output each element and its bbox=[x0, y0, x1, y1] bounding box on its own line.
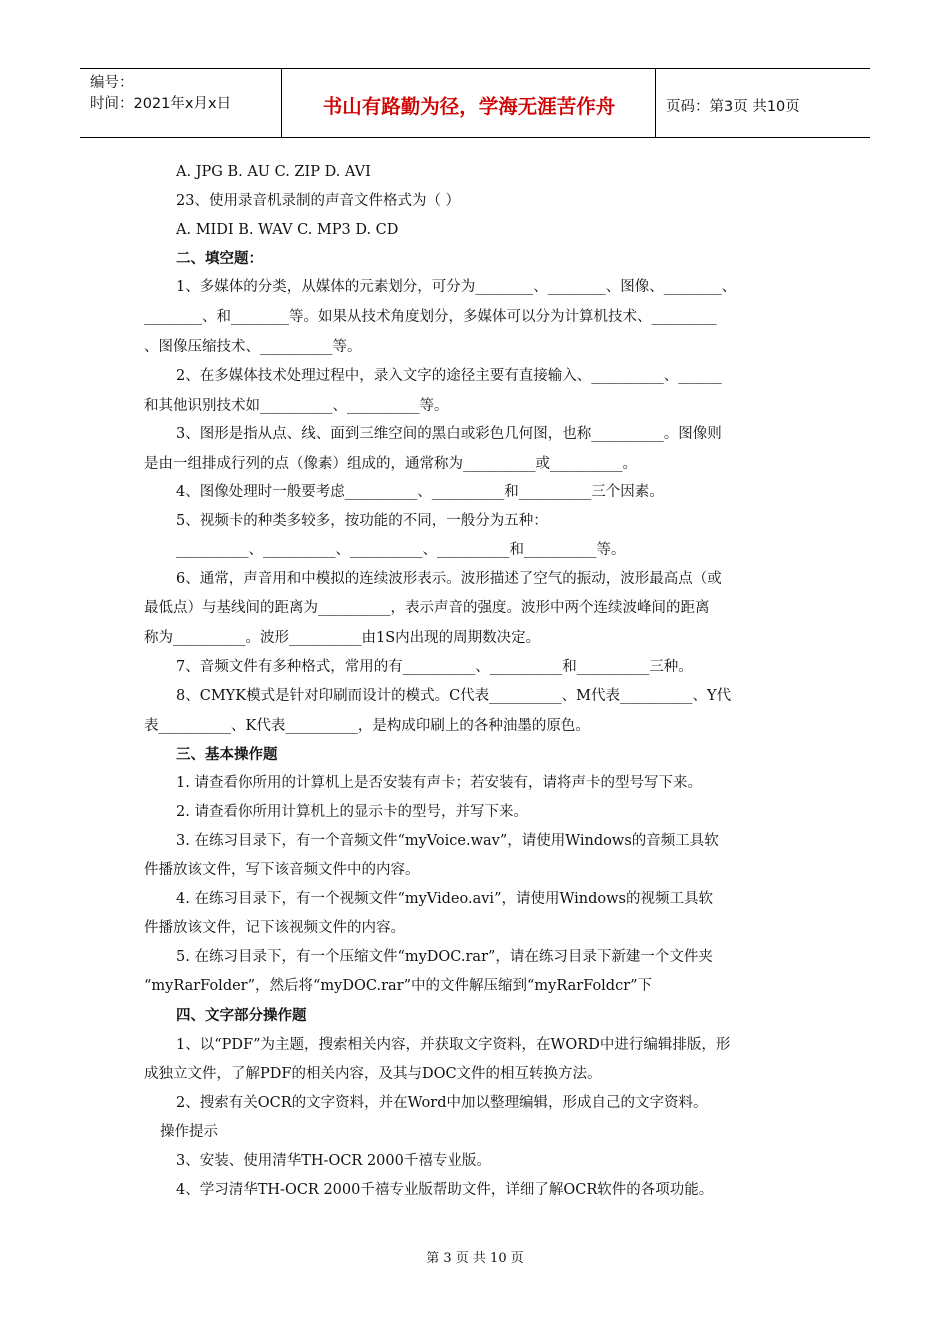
task-line: 件播放该文件，写下该音频文件中的内容。 bbox=[144, 862, 420, 878]
task-line: 2. 请查看你所用计算机上的显示卡的型号，并写下来。 bbox=[176, 804, 528, 820]
question-line: 最低点）与基线间的距离为__________，表示声音的强度。波形中两个连续波峰间的距离 bbox=[144, 600, 710, 616]
task-line: 4. 在练习目录下，有一个视频文件“myVideo.avi”，请使用Windows的视频工具软 bbox=[176, 891, 713, 907]
question-line: 3、图形是指从点、线、面到三维空间的黑白或彩色几何图，也称__________。图像则 bbox=[176, 426, 722, 442]
header-motto: 书山有路勤为径，学海无涯苦作舟 bbox=[322, 95, 616, 118]
options-line: A. JPG B. AU C. ZIP D. AVI bbox=[176, 164, 371, 180]
task-line: 3. 在练习目录下，有一个音频文件“myVoice.wav”，请使用Windows的音频工具软 bbox=[176, 833, 719, 849]
question-line: 4、图像处理时一般要考虑__________、__________和__________三个因素。 bbox=[176, 484, 664, 500]
question-23: 23、使用录音机录制的声音文件格式为（ ） bbox=[176, 193, 461, 209]
task-line: 成独立文件，了解PDF的相关内容，及其与DOC文件的相互转换方法。 bbox=[144, 1066, 602, 1082]
time-label: 时间：2021年x月x日 bbox=[90, 96, 232, 112]
question-line: 表__________、K代表__________，是构成印刷上的各种油墨的原色。 bbox=[144, 718, 590, 734]
header-page-info: 页码：第3页 共10页 bbox=[666, 99, 800, 115]
hint-label: 操作提示 bbox=[160, 1124, 218, 1140]
question-line: ________、和________等。如果从技术角度划分，多媒体可以分为计算机技术、_________ bbox=[144, 309, 717, 325]
question-line: 和其他识别技术如__________、__________等。 bbox=[144, 398, 449, 414]
question-line: 8、CMYK模式是针对印刷而设计的模式。C代表__________、M代表__________、Y代 bbox=[176, 688, 732, 704]
header-divider-2 bbox=[655, 69, 656, 137]
task-line: 3、安装、使用清华TH-OCR 2000千禧专业版。 bbox=[176, 1153, 491, 1169]
task-line: 2、搜索有关OCR的文字资料，并在Word中加以整理编辑，形成自己的文字资料。 bbox=[176, 1095, 708, 1111]
task-line: 件播放该文件，记下该视频文件的内容。 bbox=[144, 920, 405, 936]
section-heading: 三、基本操作题 bbox=[176, 747, 278, 763]
question-line: 2、在多媒体技术处理过程中，录入文字的途径主要有直接输入、__________、______ bbox=[176, 368, 722, 384]
page-footer: 第 3 页 共 10 页 bbox=[426, 1251, 524, 1266]
question-line: 7、音频文件有多种格式，常用的有__________、__________和__________三种。 bbox=[176, 659, 693, 675]
task-line: “myRarFolder”，然后将“myDOC.rar”中的文件解压缩到“myRarFoldcr”下 bbox=[144, 978, 653, 994]
section-heading: 四、文字部分操作题 bbox=[176, 1008, 307, 1024]
question-line: 1、多媒体的分类，从媒体的元素划分，可分为________、________、图像、________、 bbox=[176, 279, 737, 295]
question-line: 、图像压缩技术、__________等。 bbox=[144, 339, 362, 355]
question-line: 6、通常，声音用和中模拟的连续波形表示。波形描述了空气的振动，波形最高点（或 bbox=[176, 571, 722, 587]
question-line: 5、视频卡的种类多较多，按功能的不同，一般分为五种： bbox=[176, 513, 548, 529]
page-header bbox=[80, 68, 870, 138]
question-line: 称为__________。波形__________由1S内出现的周期数决定。 bbox=[144, 630, 541, 646]
question-line: 是由一组排成行列的点（像素）组成的，通常称为__________或__________。 bbox=[144, 456, 637, 472]
task-line: 5. 在练习目录下，有一个压缩文件“myDOC.rar”，请在练习目录下新建一个文件夹 bbox=[176, 949, 713, 965]
task-line: 4、学习清华TH-OCR 2000千禧专业版帮助文件，详细了解OCR软件的各项功能。 bbox=[176, 1182, 714, 1198]
section-heading: 二、填空题： bbox=[176, 251, 263, 267]
question-line: __________、__________、__________、__________和__________等。 bbox=[176, 542, 626, 558]
header-left-block bbox=[90, 73, 231, 115]
code-label: 编号： bbox=[90, 75, 134, 91]
options-line: A. MIDI B. WAV C. MP3 D. CD bbox=[176, 222, 399, 238]
task-line: 1. 请查看你所用的计算机上是否安装有声卡；若安装有，请将声卡的型号写下来。 bbox=[176, 775, 702, 791]
header-divider-1 bbox=[281, 69, 282, 137]
task-line: 1、以“PDF”为主题，搜索相关内容，并获取文字资料，在WORD中进行编辑排版，形 bbox=[176, 1037, 731, 1053]
